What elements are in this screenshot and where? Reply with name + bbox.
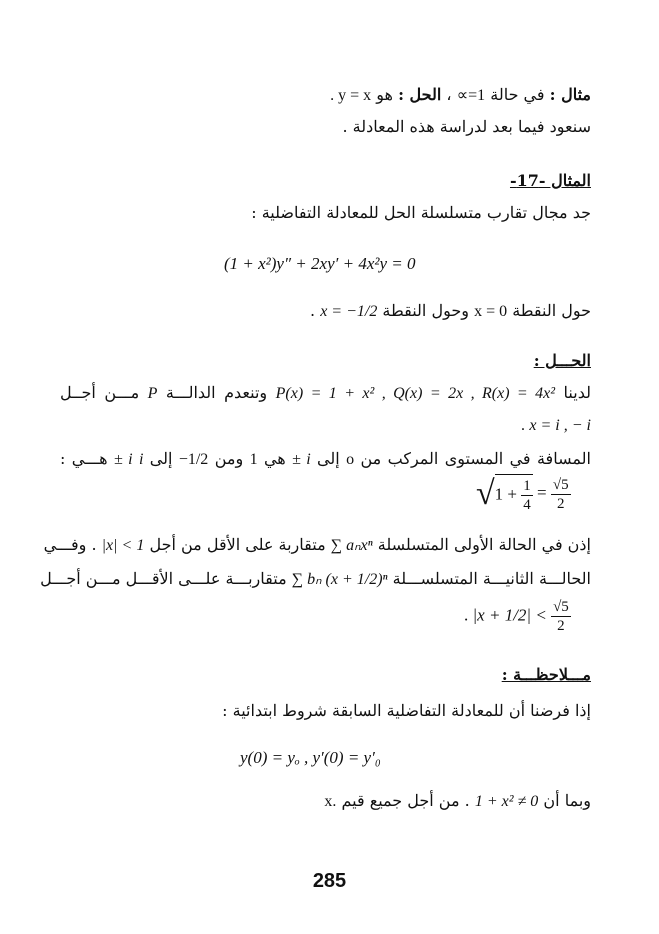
first-case-text: إذن في الحالة الأولى المتسلسلة [377,535,591,554]
series-a: ∑ aₙxⁿ [330,537,373,554]
initial-conditions: y(0) = yₒ , y′(0) = y′₀ [240,748,381,767]
task-text: جد مجال تقارب متسلسلة الحل للمعادلة التفاضلية : [251,203,591,222]
since-line [60,790,591,813]
fraction-sqrt5-2 [551,476,571,513]
distance-one: 1 [249,451,258,468]
around-dot: . [310,301,316,320]
study-note: سنعود فيما بعد لدراسة هذه المعادلة . [342,117,591,136]
distance-line [60,448,591,471]
x-var: x. [324,793,337,810]
for-all-text: . من أجل جميع قيم [341,791,470,810]
nonzero-expr: 1 + x² ≠ 0 [474,793,539,810]
second-condition [464,598,571,635]
frac-den-3: 2 [557,618,565,634]
remark-title: مـــلاحظـــة : [501,665,591,684]
sqrt-one: 1 [494,484,504,504]
to-text-2: إلى [149,449,173,468]
cond-lhs: |x + 1/2| < [472,605,547,625]
fraction-sqrt5-2-b [551,598,571,635]
equals: = [537,482,547,502]
is-text-1: هي [263,449,286,468]
we-have-text: لدينا [563,383,591,402]
remark-text: إذا فرضنا أن للمعادلة التفاضلية السابقة شروط ابتدائية : [222,701,591,720]
roots: . x = i , − i [521,417,591,434]
frac-num: 1 [523,478,531,494]
first-case-line [43,534,591,557]
around-points-line [60,300,591,323]
sqrt-plus: + [507,484,518,504]
distance-text: المسافة في المستوى المركب من [360,449,591,468]
for-text: مـــن أجــل [60,383,140,402]
we-have-line [60,382,591,405]
example-line [60,84,591,107]
frac-den: 4 [523,497,531,513]
i-symbol: i [138,451,144,468]
series-b: ∑ bₙ (x + 1/2)ⁿ [291,571,388,588]
cond-dot: . [464,605,469,625]
and-in-text: . وفـــي [43,535,97,554]
page-number: 285 [312,870,347,892]
from-text: ومن [214,449,244,468]
alpha-condition: ∝=1 [456,87,486,104]
point-x-half: x = −1/2 [320,303,378,320]
is-text-2: هـــي : [60,449,108,468]
plus-minus-i-2: ± i [114,451,133,468]
frac-num-2: √5 [552,476,569,493]
around-text-2: وحول النقطة [382,301,469,320]
example-label: مثال : [549,85,591,104]
second-case-text: الحالـــة الثانيـــة المتسلســـلة [392,569,591,588]
frac-num-3: √5 [553,599,569,615]
sqrt-expression: √1 + $\frac{1}{4}$ [476,475,531,513]
solution-title: الحـــل : [533,351,591,370]
distance-formula [476,474,571,514]
fraction-one-quarter [521,477,533,514]
minus-half: −1/2 [178,451,209,468]
function-P: P [147,385,158,402]
coefficient-functions: P(x) = 1 + x² , Q(x) = 2x , R(x) = 4x² [275,385,556,402]
converges-text-2: متقاربـــة علـــى الأقـــل مـــن أجـــل [40,569,287,588]
condition-1: |x| < 1 [101,537,145,554]
frac-den-2: 2 [556,495,565,512]
plus-minus-i: ± i [292,451,311,468]
converges-text: متقاربة على الأقل من أجل [149,535,326,554]
since-text: وبما أن [543,791,591,810]
solution-label: الحل : [398,85,442,104]
comma: ، [446,85,452,104]
case-text: في حالة [490,85,545,104]
second-case-line [40,568,591,591]
vanish-text: وتنعدم الدالـــة [165,383,268,402]
around-text-1: حول النقطة [512,301,591,320]
to-text: إلى [317,449,340,468]
origin-o: o [346,451,355,468]
solution-equation: . y = x [330,87,372,104]
point-x0: x = 0 [474,303,508,320]
differential-equation: (1 + x²)y″ + 2xy′ + 4x²y = 0 [224,254,416,273]
roots-line [60,414,591,437]
is-text: هو [376,85,393,104]
example17-title: المثال -17- [509,171,591,190]
